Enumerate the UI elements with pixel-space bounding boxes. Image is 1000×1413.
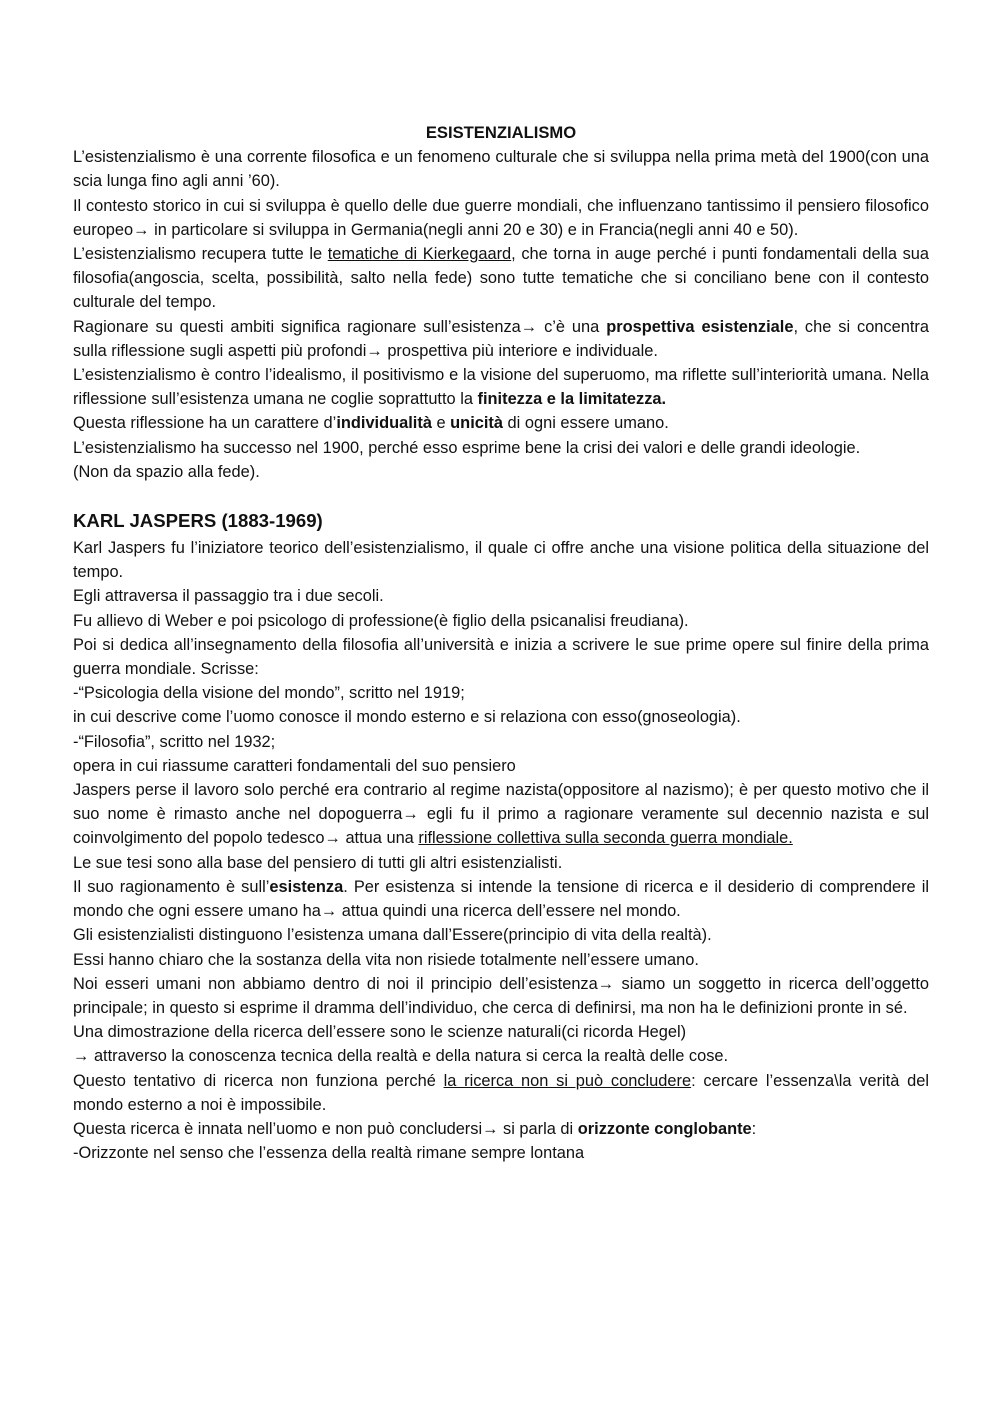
paragraph: Una dimostrazione della ricerca dell’essere sono le scienze naturali(ci ricorda Hegel)	[73, 1023, 687, 1042]
bold-text: individualità	[336, 414, 432, 433]
paragraph: Egli attraversa il passaggio tra i due secoli.	[73, 587, 384, 606]
paragraph: in cui descrive come l’uomo conosce il mondo esterno e si relaziona con esso(gnoseologia).	[73, 708, 741, 727]
bold-text: prospettiva esistenziale	[606, 317, 794, 336]
paragraph: → attraverso la conoscenza tecnica della realtà e della natura si cerca la realtà delle cose.	[73, 1047, 729, 1066]
underlined-text: riflessione collettiva sulla seconda guerra mondiale.	[418, 829, 793, 848]
paragraph: opera in cui riassume caratteri fondamentali del suo pensiero	[73, 756, 516, 775]
paragraph: Le sue tesi sono alla base del pensiero di tutti gli altri esistenzialisti.	[73, 853, 563, 872]
paragraph: (Non da spazio alla fede).	[73, 462, 260, 481]
paragraph: L’esistenzialismo è contro l’idealismo, il positivismo e la visione del superuomo, ma riflette sull’interiorità umana. Nella riflessione sull’esistenza umana ne coglie soprattutto la finitezza e la limitatezza.	[73, 366, 929, 409]
bold-text: finitezza e la limitatezza.	[477, 390, 667, 409]
underlined-text: tematiche di Kierkegaard	[327, 245, 512, 264]
paragraph: -“Filosofia”, scritto nel 1932;	[73, 732, 276, 751]
bold-text: esistenza	[269, 877, 344, 896]
paragraph: L’esistenzialismo è una corrente filosofica e un fenomeno culturale che si sviluppa nella prima metà del 1900(con una scia lunga fino agli anni ’60).	[73, 148, 929, 191]
paragraph: Il contesto storico in cui si sviluppa è quello delle due guerre mondiali, che influenzano tantissimo il pensiero filosofico europeo→ in particolare si sviluppa in Germania(negli anni 20 e 30) e in Francia(negli anni 40 e 50).	[73, 196, 929, 239]
underlined-text: la ricerca non si può concludere	[443, 1071, 692, 1090]
paragraph: -“Psicologia della visione del mondo”, scritto nel 1919;	[73, 684, 465, 703]
paragraph: -Orizzonte nel senso che l’essenza della realtà rimane sempre lontana	[73, 1144, 585, 1163]
paragraph: Questo tentativo di ricerca non funziona perché la ricerca non si può concludere: cercare l’essenza\la verità del mondo esterno a noi è impossibile.	[73, 1071, 929, 1114]
paragraph: Il suo ragionamento è sull’esistenza. Per esistenza si intende la tensione di ricerca e il desiderio di comprendere il mondo che ogni essere umano ha→ attua quindi una ricerca dell’essere nel mondo.	[73, 877, 929, 921]
paragraph: Gli esistenzialisti distinguono l’esistenza umana dall’Essere(principio di vita della realtà).	[73, 926, 712, 945]
paragraph: Questa riflessione ha un carattere d’individualità e unicità di ogni essere umano.	[73, 414, 669, 433]
document-title: ESISTENZIALISMO	[425, 123, 577, 142]
section-heading: KARL JASPERS (1883-1969)	[73, 510, 323, 532]
paragraph: Poi si dedica all’insegnamento della filosofia all’università e inizia a scrivere le sue prime opere sul finire della prima guerra mondiale. Scrisse:	[73, 635, 929, 679]
bold-text: unicità	[450, 414, 503, 433]
paragraph: Jaspers perse il lavoro solo perché era contrario al regime nazista(oppositore al nazismo); è per questo motivo che il suo nome è rimasto anche nel dopoguerra→ egli fu il primo a ragionare veramente sul decennio nazista e sul coinvolgimento del popolo tedesco→ attua una riflessione collettiva sulla seconda guerra mondiale.	[73, 781, 929, 848]
paragraph: Questa ricerca è innata nell’uomo e non può concludersi→ si parla di orizzonte conglobante:	[73, 1119, 757, 1138]
paragraph: Fu allievo di Weber e poi psicologo di professione(è figlio della psicanalisi freudiana).	[73, 611, 689, 630]
paragraph: Karl Jaspers fu l’iniziatore teorico dell’esistenzialismo, il quale ci offre anche una visione politica della situazione del tempo.	[73, 539, 929, 582]
paragraph: L’esistenzialismo ha successo nel 1900, perché esso esprime bene la crisi dei valori e delle grandi ideologie.	[73, 438, 861, 457]
paragraph: L’esistenzialismo recupera tutte le tematiche di Kierkegaard, che torna in auge perché i punti fondamentali della sua filosofia(angoscia, scelta, possibilità, salto nella fede) sono tutte tematiche che si conciliano bene con il contesto culturale del tempo.	[73, 245, 929, 312]
document-page	[73, 121, 929, 1165]
paragraph: Ragionare su questi ambiti significa ragionare sull’esistenza→ c’è una prospettiva esistenziale, che si concentra sulla riflessione sugli aspetti più profondi→ prospettiva più interiore e individuale.	[73, 317, 929, 360]
paragraph: Essi hanno chiaro che la sostanza della vita non risiede totalmente nell’essere umano.	[73, 950, 699, 969]
bold-text: orizzonte conglobante	[577, 1119, 752, 1138]
paragraph: Noi esseri umani non abbiamo dentro di noi il principio dell’esistenza→ siamo un soggetto in ricerca dell’oggetto principale; in questo si esprime il dramma dell’individuo, che cerca di definirsi, ma non ha le definizioni pronte in sé.	[73, 974, 929, 1017]
